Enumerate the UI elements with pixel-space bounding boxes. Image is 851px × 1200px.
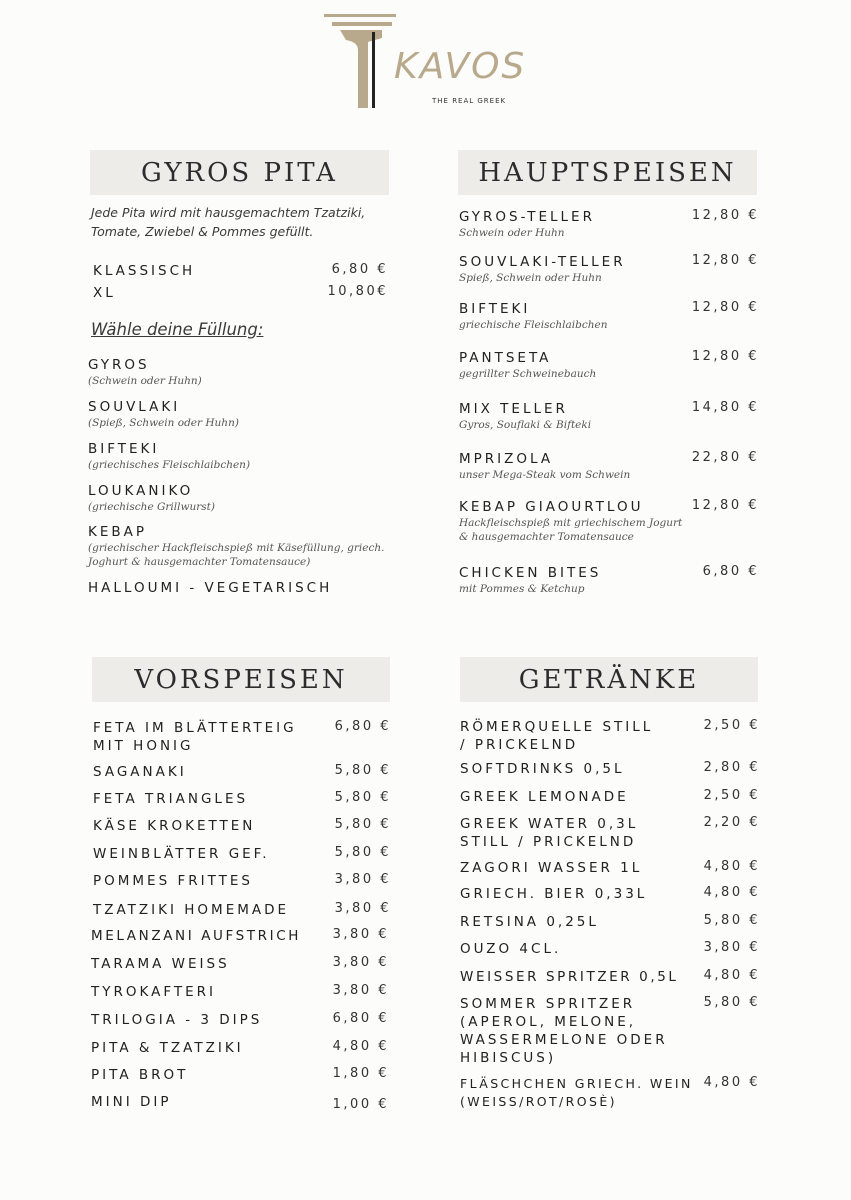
item-name: SOUVLAKI (88, 399, 181, 415)
item-name: PANTSETA (459, 350, 552, 366)
item-name: WEINBLÄTTER GEF. (93, 846, 270, 862)
item-name: HALLOUMI - VEGETARISCH (88, 580, 333, 596)
section-title-hauptspeisen: HAUPTSPEISEN (458, 150, 757, 195)
item-price: 5,80 € (334, 763, 391, 778)
item-price: 12,80 € (691, 253, 759, 268)
menu-item (460, 718, 760, 754)
item-name: KEBAP (88, 524, 148, 540)
item-price: 5,80 € (334, 845, 391, 860)
section-title-gyros-pita: GYROS PITA (90, 150, 389, 195)
menu-item (459, 253, 759, 285)
item-desc: (griechisches Fleischlaibchen) (88, 459, 251, 471)
item-price: 4,80 € (332, 1039, 389, 1054)
menu-item (91, 1039, 389, 1057)
item-price: 3,80 € (332, 927, 389, 942)
item-price: 5,80 € (334, 817, 391, 832)
item-price: 10,80€ (327, 284, 388, 299)
item-name: GREEK LEMONADE (460, 789, 629, 805)
item-price: 2,50 € (703, 718, 760, 733)
item-name: OUZO 4CL. (460, 941, 562, 957)
item-price: 1,00 € (332, 1097, 389, 1112)
item-name: MPRIZOLA (459, 451, 554, 467)
menu-item (93, 763, 391, 781)
item-name: GRIECH. BIER 0,33L (460, 886, 648, 902)
item-name: WEISSER SPRITZER 0,5L (460, 969, 679, 985)
section-title-vorspeisen: VORSPEISEN (92, 657, 390, 702)
item-name: POMMES FRITTES (93, 873, 253, 889)
item-name: FETA TRIANGLES (93, 791, 249, 807)
item-desc: (Spieß, Schwein oder Huhn) (88, 417, 239, 429)
item-name: SOMMER SPRITZER (APEROL, MELONE, WASSERMELONE ODER HIBISCUS) (460, 996, 668, 1066)
item-price: 3,80 € (332, 955, 389, 970)
item-price: 2,20 € (703, 815, 760, 830)
item-name: KLASSISCH (93, 263, 196, 279)
menu-item (459, 208, 759, 240)
item-name: CHICKEN BITES (459, 565, 602, 581)
menu-item (93, 284, 388, 302)
item-name: FETA IM BLÄTTERTEIG MIT HONIG (93, 720, 297, 754)
menu-item (460, 859, 760, 877)
item-name: XL (93, 285, 116, 301)
item-price: 4,80 € (703, 1075, 760, 1090)
item-name: GREEK WATER 0,3L STILL / PRICKELND (460, 816, 639, 850)
item-name: TRILOGIA - 3 DIPS (91, 1012, 263, 1028)
item-desc: Spieß, Schwein oder Huhn (459, 272, 602, 284)
menu-item (460, 760, 760, 778)
item-name: RETSINA 0,25L (460, 914, 599, 930)
section-title-getraenke: GETRÄNKE (460, 657, 758, 702)
menu-item (93, 790, 391, 808)
menu-item (93, 262, 388, 280)
brand-tagline: THE REAL GREEK (432, 97, 507, 105)
column-icon (318, 10, 398, 110)
filling-item (88, 356, 388, 388)
menu-item (93, 817, 391, 835)
item-price: 4,80 € (703, 859, 760, 874)
menu-item (91, 1011, 389, 1029)
item-name: BIFTEKI (459, 301, 531, 317)
item-price: 5,80 € (703, 913, 760, 928)
menu-item (460, 1075, 760, 1111)
item-desc: unser Mega-Steak vom Schwein (459, 469, 631, 481)
item-name: FLÄSCHCHEN GRIECH. WEIN (WEISS/ROT/ROSÈ) (460, 1076, 693, 1109)
item-name: SAGANAKI (93, 764, 187, 780)
item-price: 3,80 € (332, 983, 389, 998)
item-name: MINI DIP (91, 1094, 172, 1110)
item-name: TARAMA WEISS (91, 956, 230, 972)
item-name: KEBAP GIAOURTLOU (459, 499, 644, 515)
menu-item (93, 719, 391, 755)
menu-item (459, 498, 759, 544)
menu-item (459, 450, 759, 482)
filling-item (88, 440, 388, 472)
item-price: 5,80 € (334, 790, 391, 805)
filling-item (88, 523, 388, 569)
item-desc: (Schwein oder Huhn) (88, 375, 202, 387)
item-price: 6,80 € (332, 1011, 389, 1026)
menu-item (93, 901, 391, 919)
item-name: GYROS-TELLER (459, 209, 595, 225)
menu-item (460, 995, 760, 1067)
menu-item (93, 872, 391, 890)
item-desc: Hackfleischspieß mit griechischem Jogurt & hausgemachter Tomatensauce (459, 517, 683, 543)
item-price: 6,80 € (331, 262, 388, 277)
item-price: 12,80 € (691, 349, 759, 364)
item-price: 3,80 € (703, 940, 760, 955)
item-price: 6,80 € (334, 719, 391, 734)
menu-item (91, 1066, 389, 1084)
item-price: 5,80 € (703, 995, 760, 1010)
menu-item (460, 885, 760, 903)
item-desc: griechische Fleischlaibchen (459, 319, 608, 331)
item-name: BIFTEKI (88, 441, 160, 457)
menu-item (91, 983, 389, 1001)
item-name: PITA BROT (91, 1067, 189, 1083)
item-price: 2,80 € (703, 760, 760, 775)
item-price: 6,80 € (702, 564, 759, 579)
item-price: 12,80 € (691, 300, 759, 315)
item-name: TYROKAFTERI (91, 984, 217, 1000)
item-price: 2,50 € (703, 788, 760, 803)
item-name: MIX TELLER (459, 401, 568, 417)
menu-item (91, 927, 389, 945)
item-name: ZAGORI WASSER 1L (460, 860, 643, 876)
menu-item (460, 788, 760, 806)
choose-filling-label: Wähle deine Füllung: (91, 320, 264, 339)
item-desc: (griechischer Hackfleischspieß mit Käsefüllung, griech. Joghurt & hausgemachter Tomatensauce) (88, 542, 385, 568)
menu-item (93, 845, 391, 863)
menu-item (460, 940, 760, 958)
item-price: 22,80 € (691, 450, 759, 465)
brand-name: KAVOS (394, 46, 527, 87)
item-name: SOUVLAKI-TELLER (459, 254, 626, 270)
menu-item (91, 1093, 389, 1111)
item-desc: (griechische Grillwurst) (88, 501, 215, 513)
menu-item (459, 564, 759, 596)
item-name: TZATZIKI HOMEMADE (93, 902, 290, 918)
item-desc: Schwein oder Huhn (459, 227, 565, 239)
item-desc: gegrillter Schweinebauch (459, 368, 597, 380)
item-name: MELANZANI AUFSTRICH (91, 928, 301, 944)
item-name: SOFTDRINKS 0,5L (460, 761, 625, 777)
filling-item (88, 482, 388, 514)
menu-item (460, 913, 760, 931)
menu-item (459, 349, 759, 381)
brand-logo (318, 10, 538, 110)
item-name: GYROS (88, 357, 150, 373)
item-price: 3,80 € (334, 901, 391, 916)
menu-item (460, 968, 760, 986)
gyros-pita-intro: Jede Pita wird mit hausgemachtem Tzatziki, Tomate, Zwiebel & Pommes gefüllt. (91, 205, 366, 239)
filling-item (88, 579, 388, 597)
item-price: 1,80 € (332, 1066, 389, 1081)
item-price: 12,80 € (691, 208, 759, 223)
menu-item (459, 400, 759, 432)
item-price: 14,80 € (691, 400, 759, 415)
item-name: KÄSE KROKETTEN (93, 818, 256, 834)
menu-item (459, 300, 759, 332)
menu-item (460, 815, 760, 851)
item-price: 4,80 € (703, 885, 760, 900)
item-desc: Gyros, Souflaki & Bifteki (459, 419, 592, 431)
item-name: LOUKANIKO (88, 483, 194, 499)
menu-item (91, 955, 389, 973)
item-price: 12,80 € (691, 498, 759, 513)
item-name: RÖMERQUELLE STILL / PRICKELND (460, 719, 654, 753)
item-name: PITA & TZATZIKI (91, 1040, 244, 1056)
item-price: 4,80 € (703, 968, 760, 983)
item-desc: mit Pommes & Ketchup (459, 583, 585, 595)
item-price: 3,80 € (334, 872, 391, 887)
filling-item (88, 398, 388, 430)
